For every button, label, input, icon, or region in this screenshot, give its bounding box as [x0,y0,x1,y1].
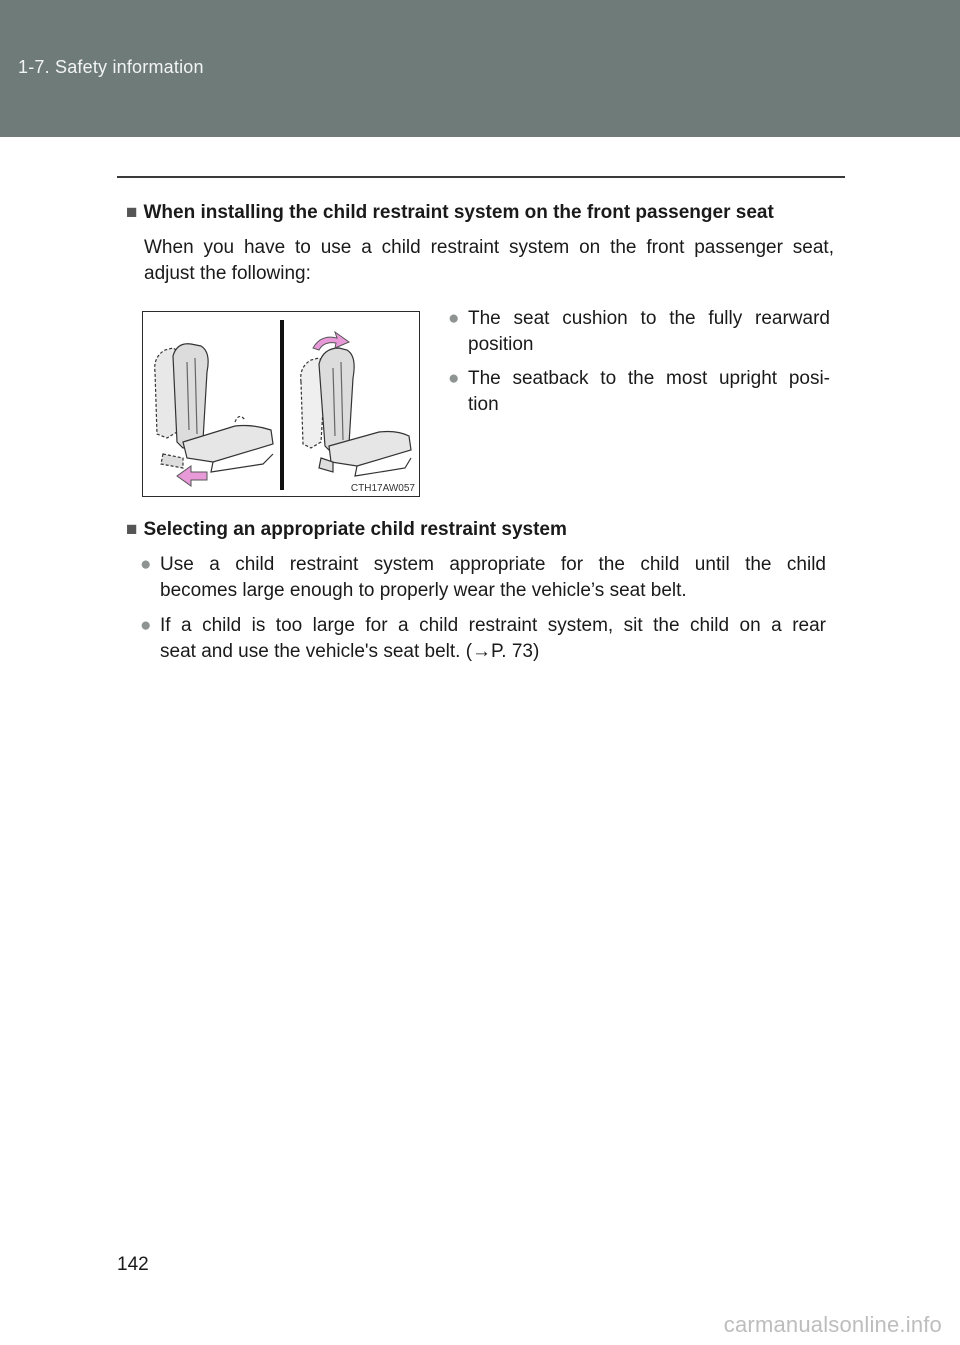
page-number: 142 [117,1254,149,1275]
top-rule [117,176,845,178]
seat-illustration [143,312,419,496]
list-item: ● The seatback to the most upright posi- tion [448,368,830,415]
watermark: carmanualsonline.info [723,1312,942,1337]
section-heading-front-seat: ■ When installing the child restraint system on the front passenger seat [126,202,774,223]
section-title: 1-7. Safety information [18,57,204,77]
bullet-icon: ● [448,308,460,329]
square-bullet-icon: ■ [126,519,138,540]
intro-paragraph: When you have to use a child restraint system on the front passenger seat, adjust the following: [144,237,834,284]
list-item: ● Use a child restraint system appropriate for the child until the child becomes large enough to properly wear the vehicle’s seat belt. [140,554,826,601]
seat-adjustment-figure [142,311,420,497]
square-bullet-icon: ■ [126,202,138,223]
bullet-icon: ● [140,615,152,636]
figure-code: CTH17AW057 [350,483,415,494]
bullet-icon: ● [140,554,152,575]
section-heading-selecting: ■ Selecting an appropriate child restraint system [126,519,567,540]
list-item: ● If a child is too large for a child restraint system, sit the child on a rear seat and use the vehicle's seat belt. (→P. 73) [140,615,826,662]
list-item: ● The seat cushion to the fully rearward position [448,308,830,355]
page-header [0,0,960,137]
bullet-icon: ● [448,368,460,389]
